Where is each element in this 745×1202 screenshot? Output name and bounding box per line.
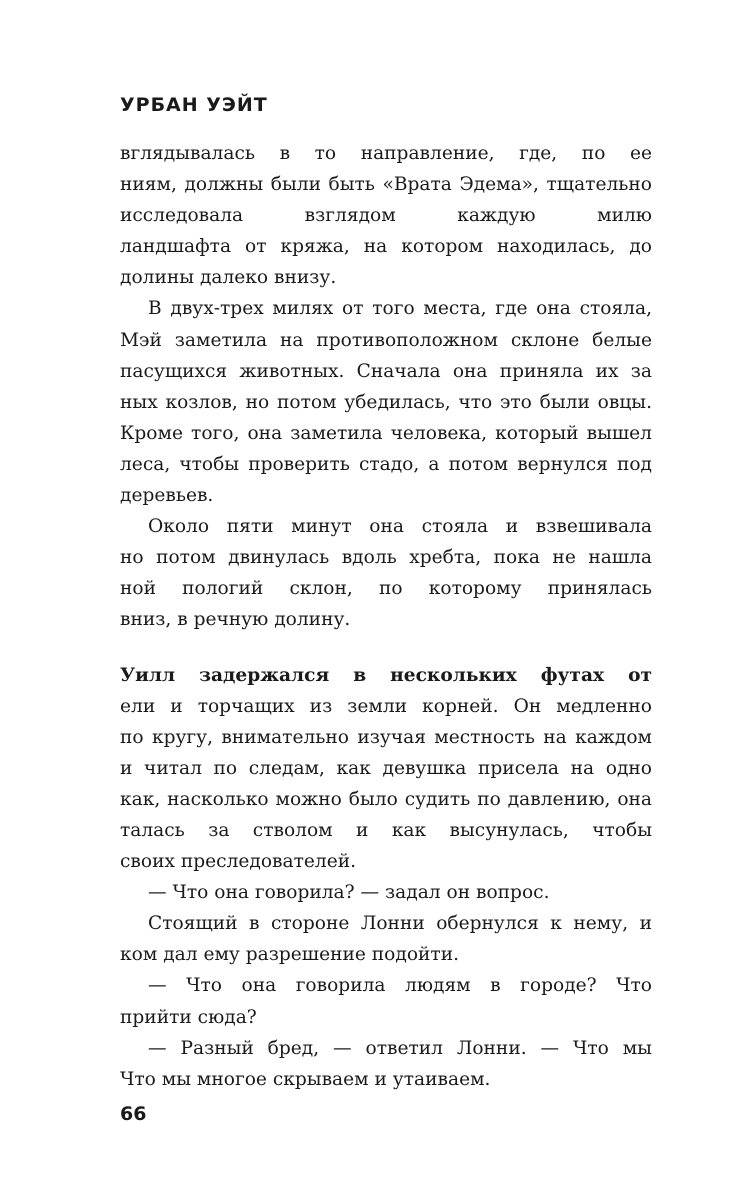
section-break: [120, 636, 652, 660]
text-line: талась за стволом и как высунулась, чтобы: [120, 819, 652, 841]
text-line: Стоящий в стороне Лонни обернулся к нему, и: [148, 913, 652, 935]
running-head: УРБАН УЭЙТ: [120, 94, 268, 116]
text-line: ком дал ему разрешение подойти.: [120, 944, 459, 966]
text-line: — Разный бред, — ответил Лонни. — Что мы: [148, 1037, 652, 1059]
text-line: леса, чтобы проверить стадо, а потом вернулся под: [120, 453, 652, 475]
paragraph: [120, 293, 652, 511]
text-line: как, насколько можно было судить по давлению, она: [120, 788, 652, 810]
text-line: — Что она говорила людям в городе? Что: [148, 975, 652, 997]
paragraph: [120, 138, 652, 293]
page-number: 66: [120, 1103, 147, 1125]
text-line: В двух-трех милях от того места, где она стояла,: [148, 298, 652, 320]
text-line: Кроме того, она заметила человека, который вышел: [120, 422, 652, 444]
text-line: по кругу, внимательно изучая местность на каждом: [120, 726, 652, 748]
paragraph: [120, 1033, 652, 1095]
lead-line: Уилл задержался в нескольких футах от: [120, 664, 652, 686]
text-line: — Что она говорила? — задал он вопрос.: [148, 882, 550, 904]
text-line: долины далеко внизу.: [120, 267, 337, 289]
paragraph: [120, 660, 652, 878]
text-line: своих преследователей.: [120, 851, 356, 873]
text-line: Что мы многое скрываем и утаиваем.: [120, 1068, 491, 1090]
text-line: прийти сюда?: [120, 1006, 257, 1028]
text-line: ных козлов, но потом убедилась, что это были овцы.: [120, 391, 652, 413]
text-line: Около пяти минут она стояла и взвешивала: [148, 516, 652, 538]
text-line: вглядывалась в то направление, где, по ее: [120, 143, 652, 164]
text-line: и читал по следам, как девушка присела на одно: [120, 757, 652, 779]
text-line: ландшафта от кряжа, на котором находилась, до: [120, 236, 652, 258]
text-line: деревьев.: [120, 485, 214, 507]
text-line: пасущихся животных. Сначала она приняла их за: [120, 360, 652, 382]
text-line: ниям, должны были быть «Врата Эдема», тщательно: [120, 174, 652, 196]
paragraph: [120, 877, 652, 908]
paragraph: [120, 908, 652, 970]
text-line: вниз, в речную долину.: [120, 609, 351, 631]
text-line: исследовала взглядом каждую милю: [120, 205, 652, 227]
paragraph: [120, 970, 652, 1032]
body-text: [120, 138, 652, 1095]
text-line: Мэй заметила на противоположном склоне белые: [120, 329, 652, 351]
text-line: ели и торчащих из земли корней. Он медленно: [120, 695, 652, 717]
text-line: ной пологий склон, по которому принялась: [120, 578, 652, 600]
text-line: но потом двинулась вдоль хребта, пока не нашла: [120, 547, 652, 569]
paragraph: [120, 511, 652, 635]
